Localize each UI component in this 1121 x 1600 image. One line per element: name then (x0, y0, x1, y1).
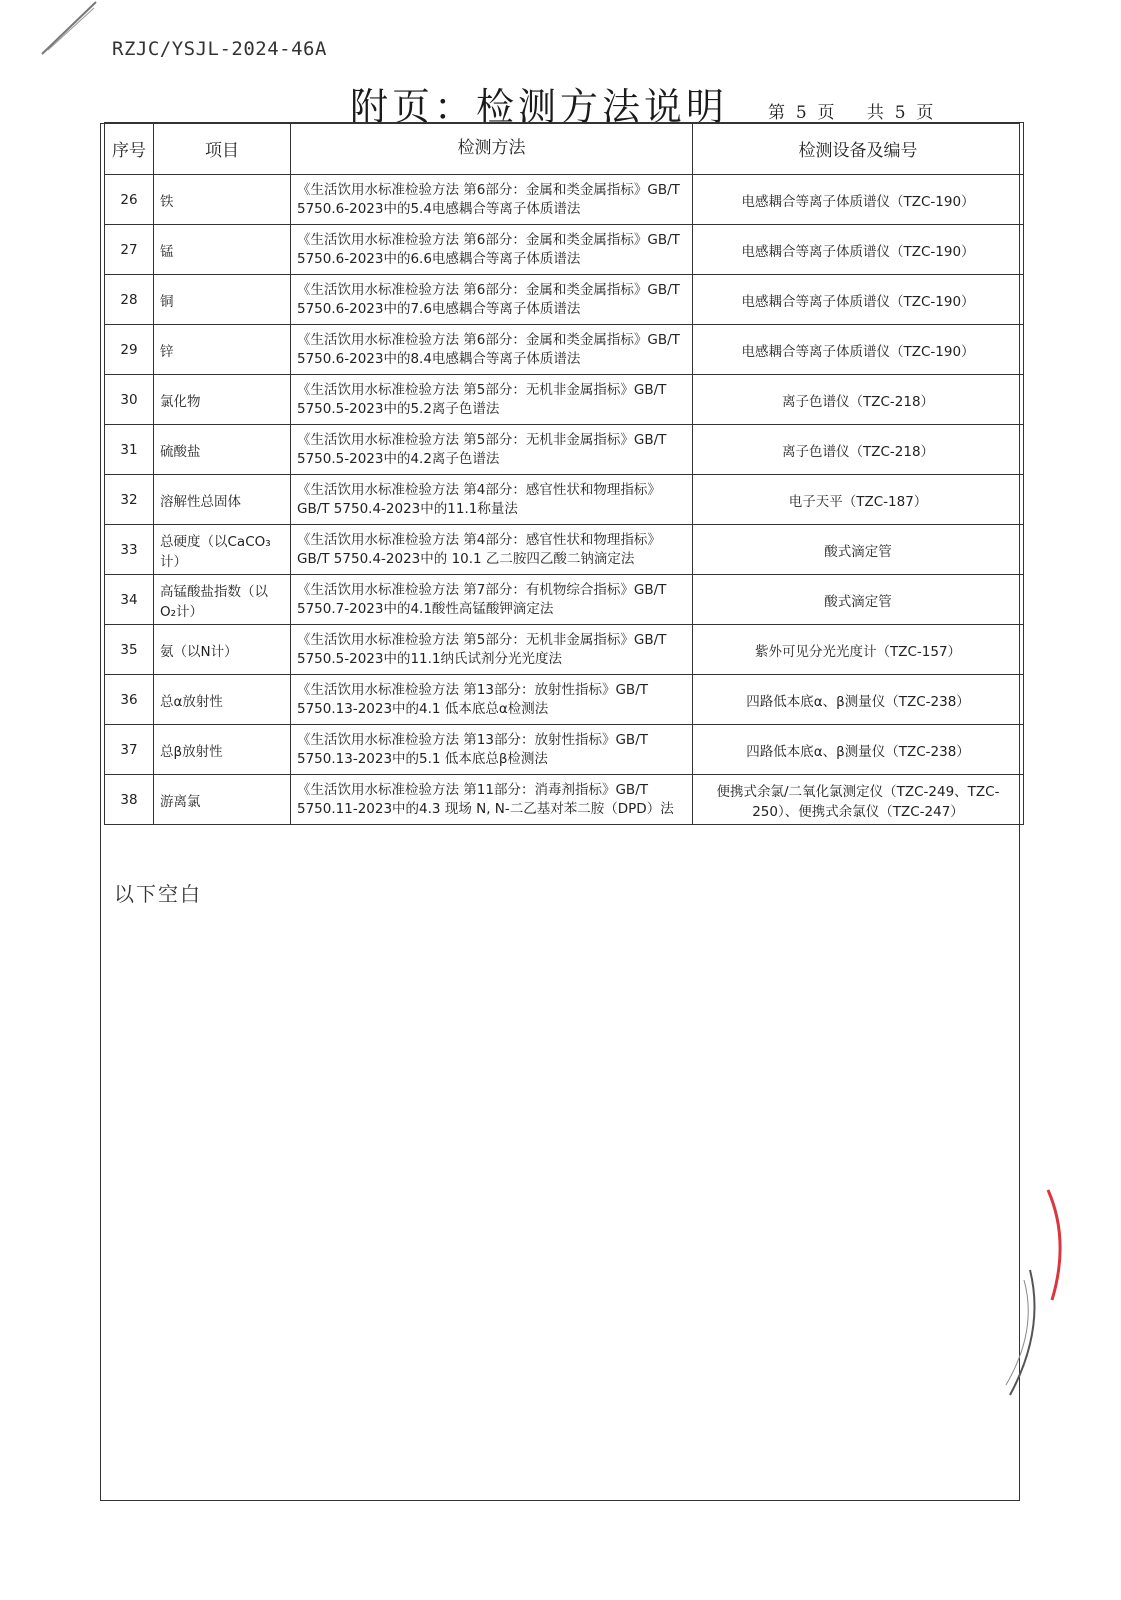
method-table (104, 122, 1024, 825)
row-device: 离子色谱仪（TZC-218） (693, 375, 1024, 425)
row-item: 锰 (154, 225, 291, 275)
table-row (105, 225, 1024, 275)
table-header-row (105, 123, 1024, 175)
col-header-no: 序号 (105, 123, 154, 175)
seal-stamp-mark (1000, 1180, 1070, 1410)
row-method: 《生活饮用水标准检验方法 第5部分：无机非金属指标》GB/T 5750.5-2023中的5.2离子色谱法 (291, 375, 693, 425)
page-label-pre: 第 (768, 103, 785, 123)
row-device: 紫外可见分光光度计（TZC-157） (693, 625, 1024, 675)
row-method: 《生活饮用水标准检验方法 第4部分：感官性状和物理指标》GB/T 5750.4-2023中的11.1称量法 (291, 475, 693, 525)
table-row (105, 525, 1024, 575)
row-item: 总硬度（以CaCO₃计） (154, 525, 291, 575)
row-item: 总α放射性 (154, 675, 291, 725)
row-no: 32 (105, 475, 154, 525)
row-item: 锌 (154, 325, 291, 375)
row-method: 《生活饮用水标准检验方法 第13部分：放射性指标》GB/T 5750.13-2023中的5.1 低本底总β检测法 (291, 725, 693, 775)
row-item: 总β放射性 (154, 725, 291, 775)
row-device: 离子色谱仪（TZC-218） (693, 425, 1024, 475)
row-no: 27 (105, 225, 154, 275)
row-no: 28 (105, 275, 154, 325)
row-device: 电感耦合等离子体质谱仪（TZC-190） (693, 275, 1024, 325)
row-item: 铜 (154, 275, 291, 325)
page-total: 5 (894, 103, 906, 123)
row-item: 溶解性总固体 (154, 475, 291, 525)
table-row (105, 575, 1024, 625)
row-item: 游离氯 (154, 775, 291, 825)
row-device: 酸式滴定管 (693, 525, 1024, 575)
col-header-device: 检测设备及编号 (693, 123, 1024, 175)
table-row (105, 275, 1024, 325)
page-total-pre: 共 (866, 103, 884, 123)
row-item: 铁 (154, 175, 291, 225)
table-row (105, 375, 1024, 425)
row-device: 四路低本底α、β测量仪（TZC-238） (693, 675, 1024, 725)
row-device: 酸式滴定管 (693, 575, 1024, 625)
row-method: 《生活饮用水标准检验方法 第13部分：放射性指标》GB/T 5750.13-2023中的4.1 低本底总α检测法 (291, 675, 693, 725)
row-item: 高锰酸盐指数（以O₂计） (154, 575, 291, 625)
table-row (105, 475, 1024, 525)
page-indicator (768, 98, 933, 123)
row-method: 《生活饮用水标准检验方法 第5部分：无机非金属指标》GB/T 5750.5-2023中的4.2离子色谱法 (291, 425, 693, 475)
table-row (105, 725, 1024, 775)
row-no: 35 (105, 625, 154, 675)
row-no: 33 (105, 525, 154, 575)
table-row (105, 675, 1024, 725)
row-no: 26 (105, 175, 154, 225)
row-method: 《生活饮用水标准检验方法 第6部分：金属和类金属指标》GB/T 5750.6-2023中的5.4电感耦合等离子体质谱法 (291, 175, 693, 225)
row-device: 电子天平（TZC-187） (693, 475, 1024, 525)
blank-below-note: 以下空白 (114, 882, 202, 906)
row-no: 34 (105, 575, 154, 625)
row-method: 《生活饮用水标准检验方法 第6部分：金属和类金属指标》GB/T 5750.6-2023中的8.4电感耦合等离子体质谱法 (291, 325, 693, 375)
row-device: 四路低本底α、β测量仪（TZC-238） (693, 725, 1024, 775)
table-row (105, 625, 1024, 675)
table-row (105, 425, 1024, 475)
row-method: 《生活饮用水标准检验方法 第4部分：感官性状和物理指标》GB/T 5750.4-2023中的 10.1 乙二胺四乙酸二钠滴定法 (291, 525, 693, 575)
row-item: 氯化物 (154, 375, 291, 425)
row-device: 电感耦合等离子体质谱仪（TZC-190） (693, 175, 1024, 225)
row-method: 《生活饮用水标准检验方法 第11部分：消毒剂指标》GB/T 5750.11-2023中的4.3 现场 N, N-二乙基对苯二胺（DPD）法 (291, 775, 693, 825)
row-no: 31 (105, 425, 154, 475)
pen-stroke-mark (34, 0, 104, 60)
table-row (105, 175, 1024, 225)
row-method: 《生活饮用水标准检验方法 第5部分：无机非金属指标》GB/T 5750.5-2023中的11.1纳氏试剂分光光度法 (291, 625, 693, 675)
page-current: 5 (795, 103, 807, 123)
row-device: 便携式余氯/二氧化氯测定仪（TZC-249、TZC-250）、便携式余氯仪（TZC-247） (693, 775, 1024, 825)
page-total-post: 页 (916, 103, 934, 123)
row-method: 《生活饮用水标准检验方法 第6部分：金属和类金属指标》GB/T 5750.6-2023中的7.6电感耦合等离子体质谱法 (291, 275, 693, 325)
row-no: 36 (105, 675, 154, 725)
col-header-method: 检测方法 (291, 123, 693, 175)
row-device: 电感耦合等离子体质谱仪（TZC-190） (693, 325, 1024, 375)
row-no: 38 (105, 775, 154, 825)
document-number: RZJC/YSJL-2024-46A (112, 38, 327, 60)
table-row (105, 775, 1024, 825)
page-label-mid: 页 (817, 103, 835, 123)
row-method: 《生活饮用水标准检验方法 第7部分：有机物综合指标》GB/T 5750.7-2023中的4.1酸性高锰酸钾滴定法 (291, 575, 693, 625)
row-item: 氨（以N计） (154, 625, 291, 675)
row-device: 电感耦合等离子体质谱仪（TZC-190） (693, 225, 1024, 275)
row-no: 30 (105, 375, 154, 425)
row-no: 37 (105, 725, 154, 775)
row-method: 《生活饮用水标准检验方法 第6部分：金属和类金属指标》GB/T 5750.6-2023中的6.6电感耦合等离子体质谱法 (291, 225, 693, 275)
col-header-item: 项目 (154, 123, 291, 175)
page-title: 附页：检测方法说明 (350, 85, 729, 129)
row-no: 29 (105, 325, 154, 375)
table-row (105, 325, 1024, 375)
row-item: 硫酸盐 (154, 425, 291, 475)
